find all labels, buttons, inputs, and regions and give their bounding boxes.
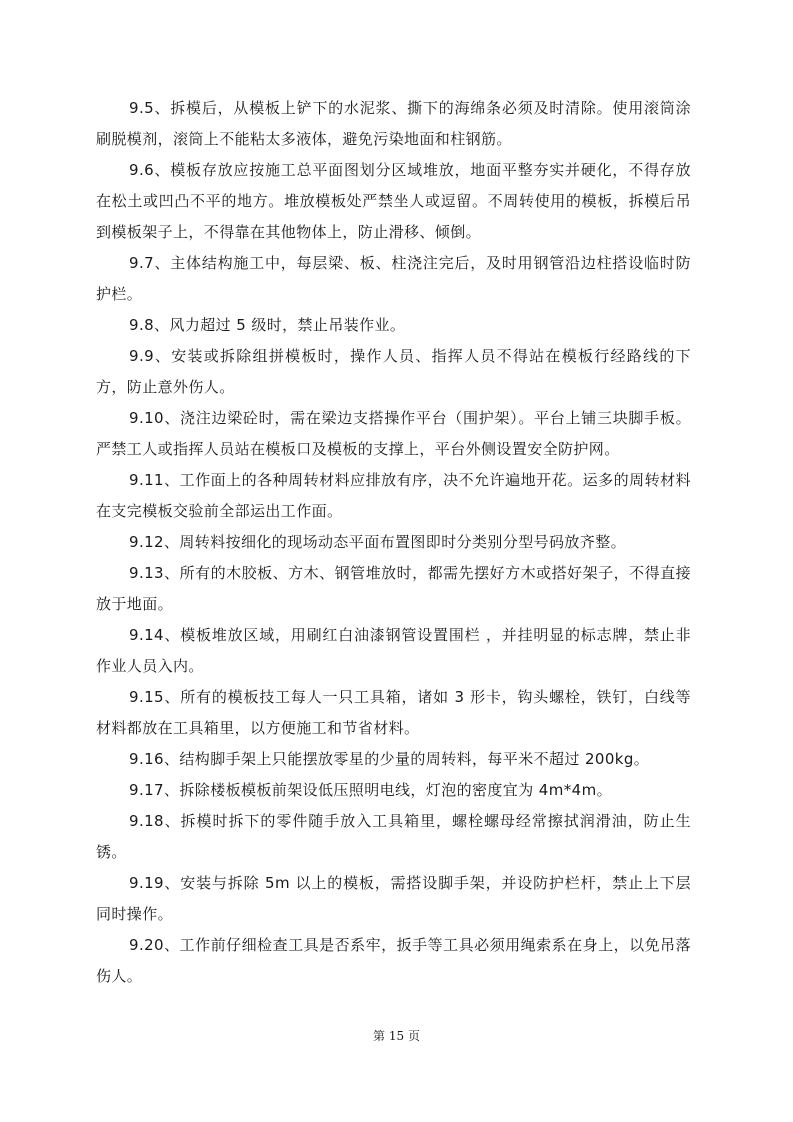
paragraph-9-11: 9.11、工作面上的各种周转材料应排放有序，决不允许遍地开花。运多的周转材料在支完模板交验前全部运出工作面。 xyxy=(96,471,691,520)
paragraph-9-20: 9.20、工作前仔细检查工具是否系牢，扳手等工具必须用绳索系在身上，以免吊落伤人。 xyxy=(96,936,691,985)
paragraph-9-6: 9.6、模板存放应按施工总平面图划分区域堆放，地面平整夯实并硬化，不得存放在松土或凹凸不平的地方。堆放模板处严禁坐人或逗留。不周转使用的模板，拆模后吊到模板架子上，不得靠在其他物体上，防止滑移、倾倒。 xyxy=(96,161,691,241)
paragraph-9-13: 9.13、所有的木胶板、方木、钢管堆放时，都需先摆好方木或搭好架子，不得直接放于地面。 xyxy=(96,564,691,613)
document-body xyxy=(96,93,691,992)
paragraph-9-14: 9.14、模板堆放区域，用刷红白油漆钢管设置围栏 ，并挂明显的标志牌，禁止非作业人员入内。 xyxy=(96,626,691,675)
paragraph-9-19: 9.19、安装与拆除 5m 以上的模板，需搭设脚手架，并设防护栏杆，禁止上下层同时操作。 xyxy=(96,874,691,923)
paragraph-9-17: 9.17、拆除楼板模板前架设低压照明电线，灯泡的密度宜为 4m*4m。 xyxy=(129,781,612,799)
page-number: 第 15 页 xyxy=(373,1029,420,1043)
paragraph-9-10: 9.10、浇注边梁砼时，需在梁边支搭操作平台（围护架）。平台上铺三块脚手板。严禁工人或指挥人员站在模板口及模板的支撑上，平台外侧设置安全防护网。 xyxy=(96,409,691,458)
paragraph-9-15: 9.15、所有的模板技工每人一只工具箱，诸如 3 形卡，钩头螺栓，铁钉，白线等材料都放在工具箱里，以方便施工和节省材料。 xyxy=(96,688,691,737)
paragraph-9-8: 9.8、风力超过 5 级时，禁止吊装作业。 xyxy=(129,316,406,334)
paragraph-9-9: 9.9、安装或拆除组拼模板时，操作人员、指挥人员不得站在模板行经路线的下方，防止意外伤人。 xyxy=(96,347,691,396)
paragraph-9-5: 9.5、拆模后，从模板上铲下的水泥浆、撕下的海绵条必须及时清除。使用滚筒涂刷脱模剂，滚筒上不能粘太多液体，避免污染地面和柱钢筋。 xyxy=(96,99,691,148)
paragraph-9-18: 9.18、拆模时拆下的零件随手放入工具箱里，螺栓螺母经常擦拭润滑油，防止生锈。 xyxy=(96,812,691,861)
paragraph-9-16: 9.16、结构脚手架上只能摆放零星的少量的周转料，每平米不超过 200kg。 xyxy=(129,750,650,768)
paragraph-9-12: 9.12、周转料按细化的现场动态平面布置图即时分类别分型号码放齐整。 xyxy=(129,533,627,551)
paragraph-9-7: 9.7、主体结构施工中，每层梁、板、柱浇注完后，及时用钢管沿边柱搭设临时防护栏。 xyxy=(96,254,691,303)
